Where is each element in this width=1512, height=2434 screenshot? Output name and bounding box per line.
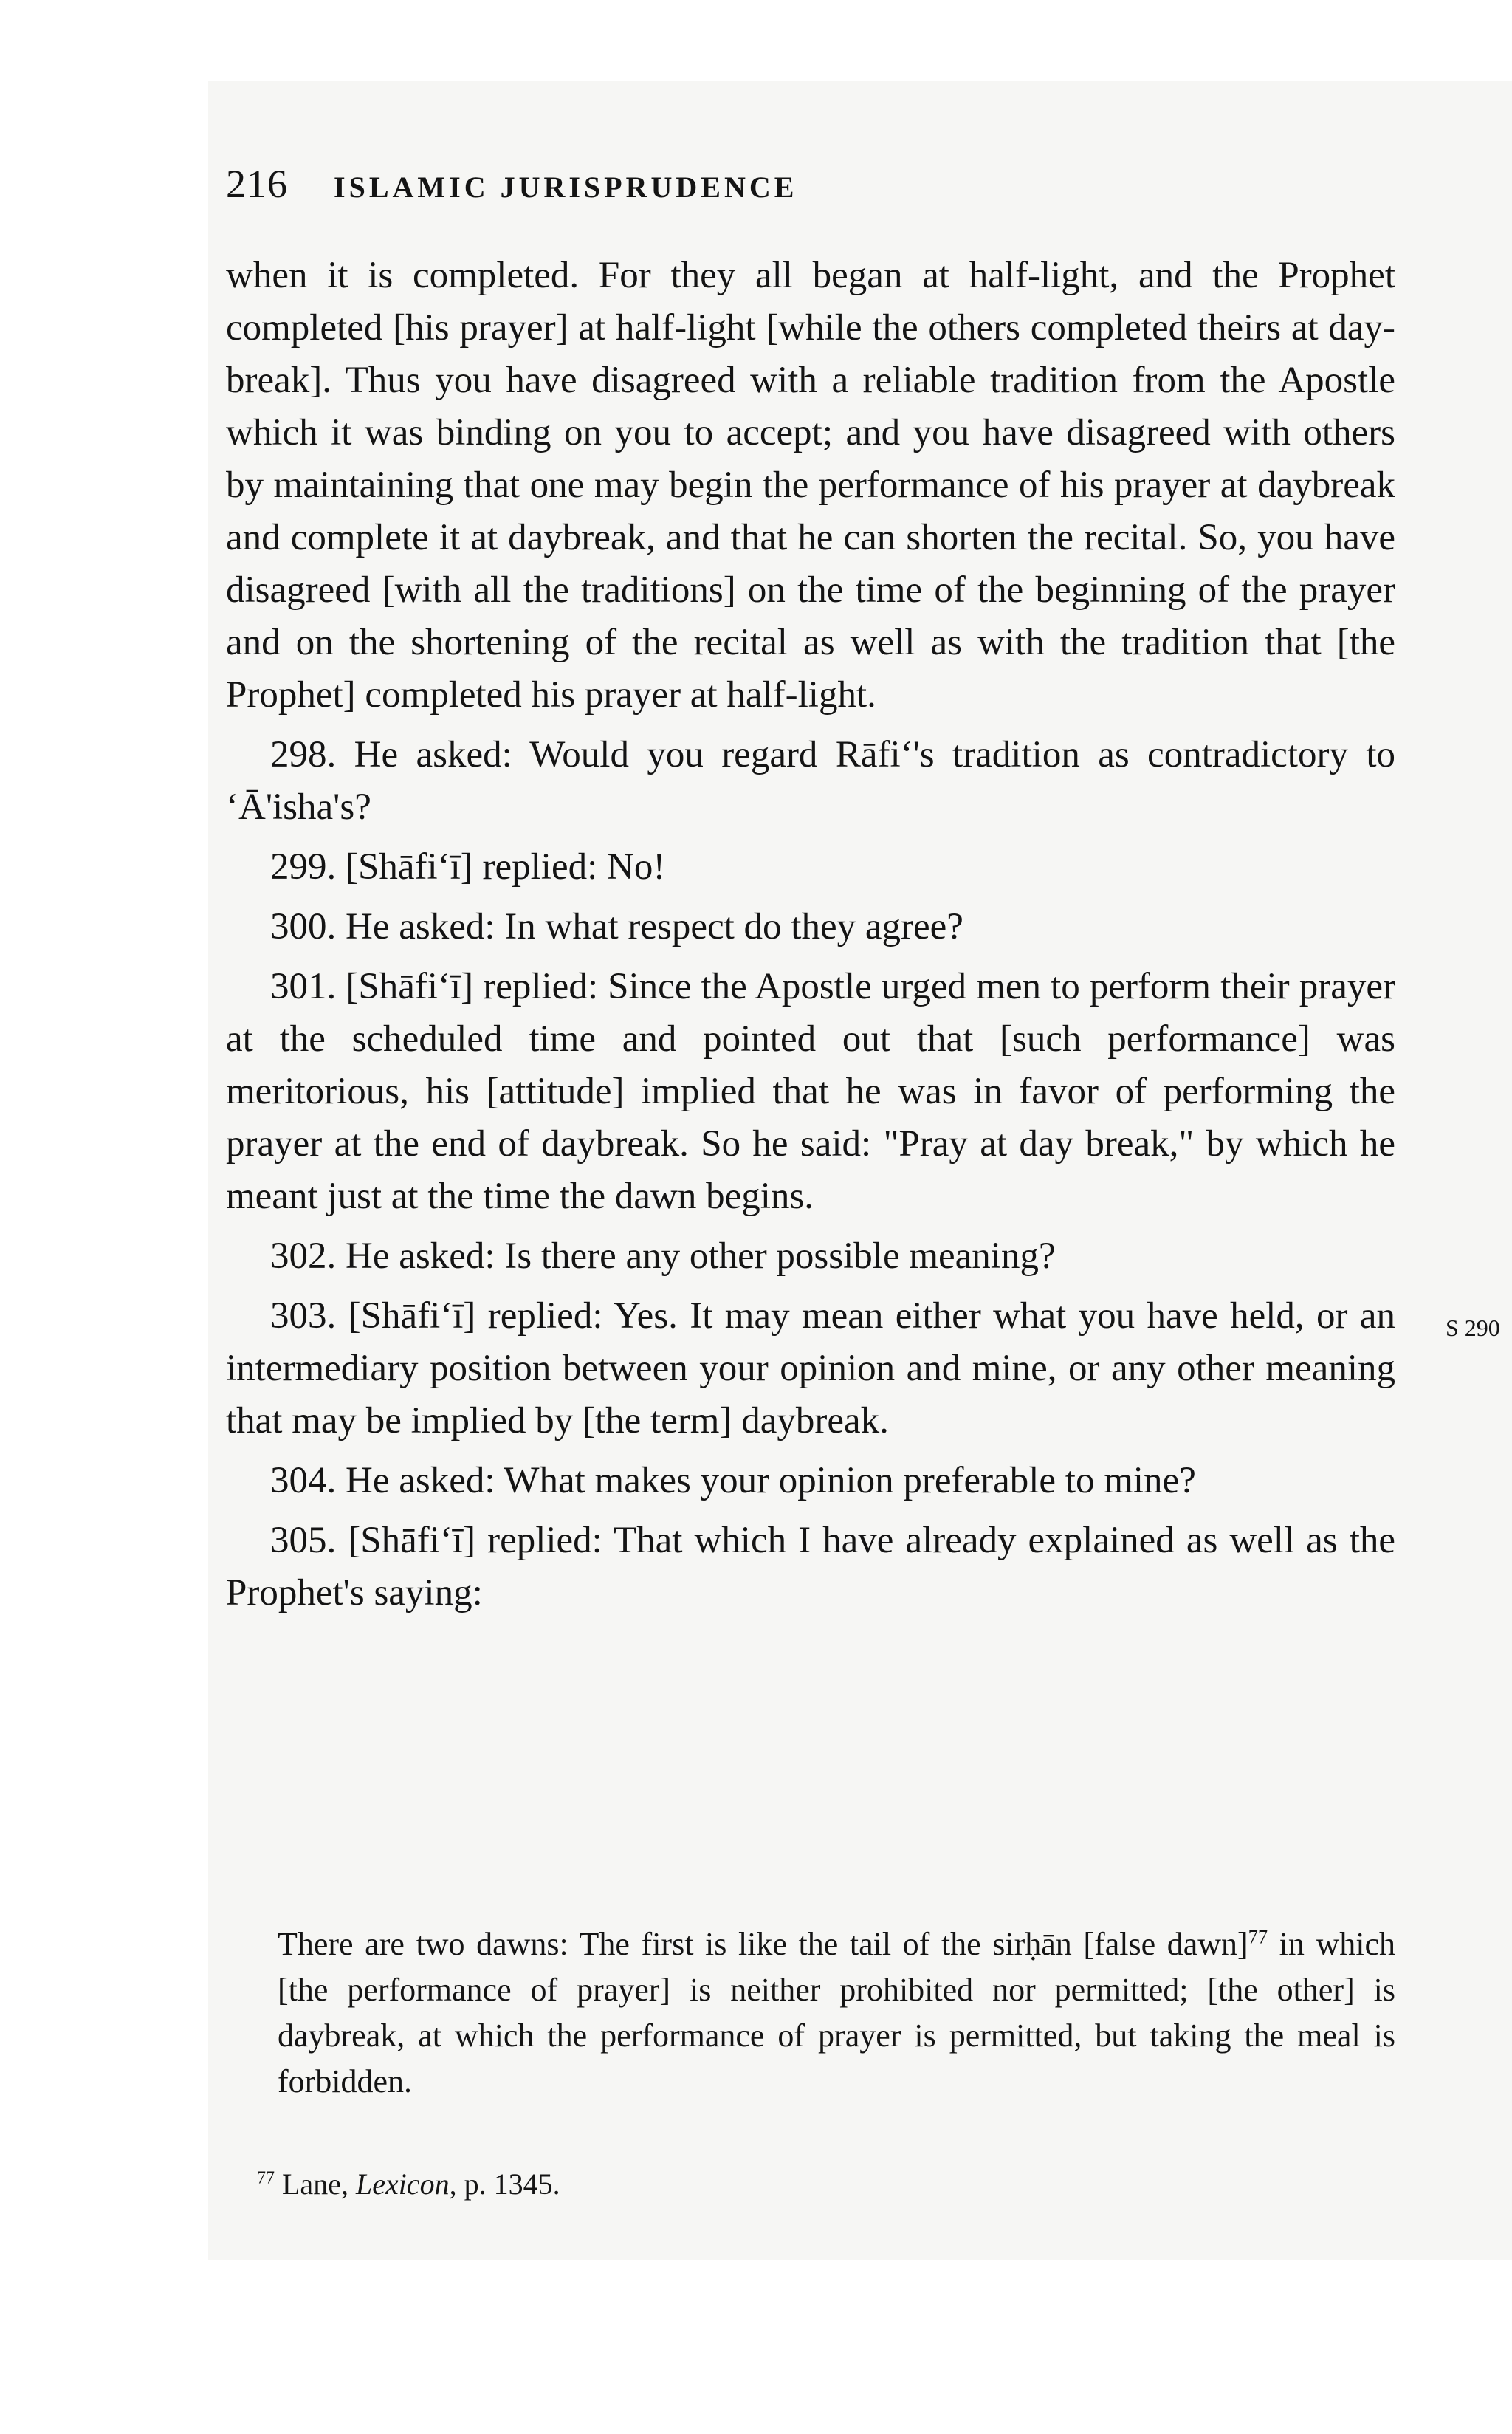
body-text <box>226 250 1395 1627</box>
paragraph-304: 304. He asked: What makes your opinion preferable to mine? <box>270 1460 1196 1501</box>
margin-note: S 290 <box>1446 1314 1500 1341</box>
block-quote <box>278 1922 1395 2105</box>
paragraph-303: 303. [Shāfi‘ī] replied: Yes. It may mean either what you have held, or an intermediary position between your opinion and mine, or any other meaning that may be implied by [the term] daybreak. <box>226 1295 1395 1441</box>
footnote-page: , p. 1345. <box>449 2167 560 2201</box>
quote-text-end: in which [the performance of prayer] is neither prohibited nor permitted; [the other] is daybreak, at which the performance of prayer is permitted, but taking the meal is forbidden. <box>278 1926 1395 2099</box>
paragraph-continuation: when it is completed. For they all began at half-light, and the Prophet completed [his prayer] at half-light [while the others completed theirs at day-break]. Thus you have disagreed with a reliable tradition from the Apostle which it was binding on you to accept; and you have disagreed with others by maintaining that one may begin the performance of his prayer at daybreak and complete it at daybreak, and that he can shorten the recital. So, you have disagreed [with all the traditions] on the time of the beginning of the prayer and on the shortening of the recital as well as with the tradition that [the Prophet] completed his prayer at half-light. <box>226 255 1395 716</box>
paragraph-299: 299. [Shāfi‘ī] replied: No! <box>270 846 666 888</box>
paragraph-300: 300. He asked: In what respect do they agree? <box>270 906 963 947</box>
footnote-author: Lane, <box>282 2167 356 2201</box>
running-title: ISLAMIC JURISPRUDENCE <box>334 171 798 204</box>
footnote <box>257 2164 1364 2205</box>
paragraph-305: 305. [Shāfi‘ī] replied: That which I have already explained as well as the Prophet's saying: <box>226 1520 1395 1614</box>
running-head <box>226 161 1395 213</box>
footnote-work: Lexicon <box>355 2167 450 2201</box>
paragraph-298: 298. He asked: Would you regard Rāfi‘'s tradition as contradictory to ‘Ā'isha's? <box>226 734 1395 828</box>
paragraph-302: 302. He asked: Is there any other possible meaning? <box>270 1235 1056 1277</box>
page-number: 216 <box>226 162 288 206</box>
footnote-reference: 77 <box>1248 1925 1268 1948</box>
paragraph-301: 301. [Shāfi‘ī] replied: Since the Apostle urged men to perform their prayer at the scheduled time and pointed out that [such performance] was meritorious, his [attitude] implied that he was in favor of performing the prayer at the end of daybreak. So he said: "Pray at day break," by which he meant just at the time the dawn begins. <box>226 966 1395 1217</box>
footnote-number: 77 <box>257 2168 275 2188</box>
quote-text-start: There are two dawns: The first is like the tail of the sirḥān [false dawn] <box>278 1926 1248 1962</box>
quote-text <box>278 1922 1395 2105</box>
